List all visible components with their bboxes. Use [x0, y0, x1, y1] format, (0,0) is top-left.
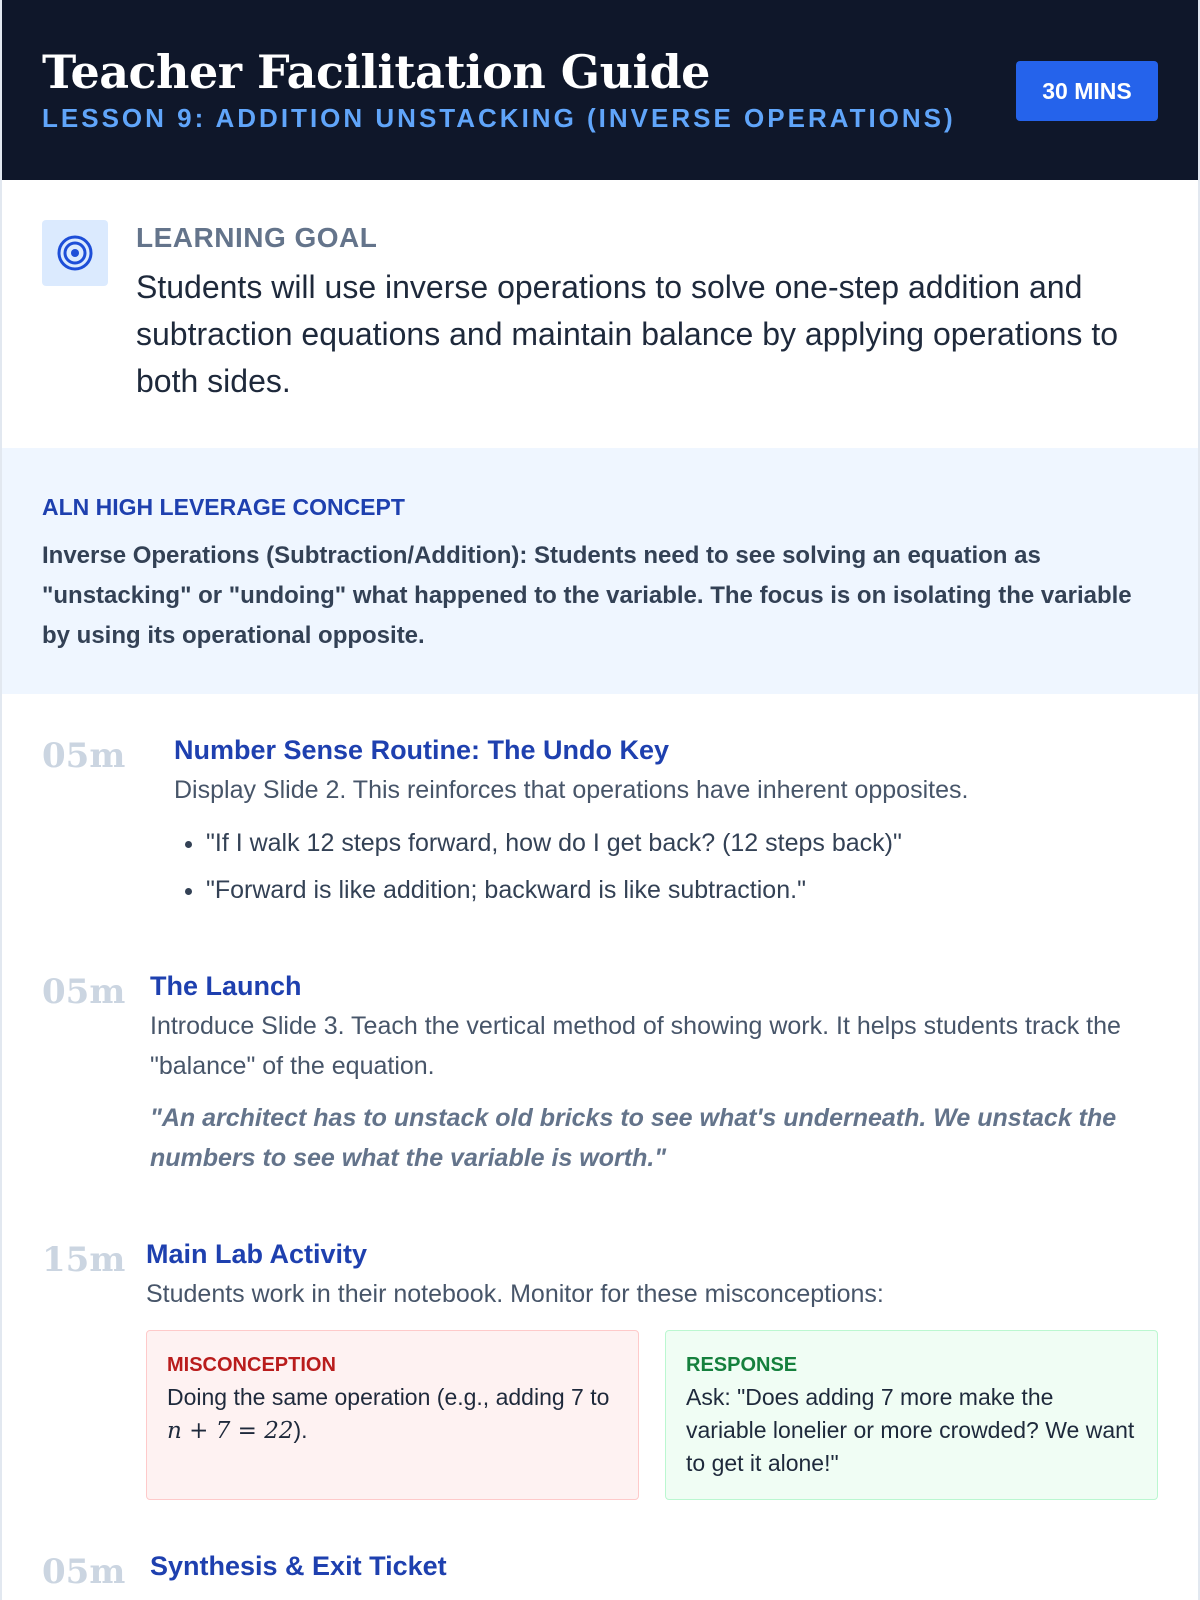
response-card	[665, 1330, 1158, 1500]
timeline-step	[42, 966, 1158, 1178]
response-label: RESPONSE	[686, 1354, 798, 1376]
learning-goal-text: Students will use inverse operations to solve one-step addition and subtraction equations and maintain balance by applying operations to both sides.	[136, 269, 1118, 399]
lesson-timeline	[2, 694, 1198, 1598]
step-quote: "An architect has to unstack old bricks to see what's underneath. We unstack the numbers to see what the variable is worth."	[150, 1104, 1117, 1172]
misconception-response-row	[146, 1330, 1158, 1500]
duration-badge: 30 MINS	[1016, 61, 1158, 121]
high-leverage-concept-box	[2, 448, 1198, 694]
step-title: Number Sense Routine: The Undo Key	[174, 735, 670, 765]
misconception-label: MISCONCEPTION	[167, 1354, 336, 1376]
learning-goal-label: LEARNING GOAL	[136, 222, 378, 253]
step-description: Display Slide 2. This reinforces that operations have inherent opposites.	[174, 776, 969, 804]
response-text: Ask: "Does adding 7 more make the variable lonelier or more crowded? We want to get it alone!"	[686, 1384, 1135, 1476]
step-description: Introduce Slide 3. Teach the vertical method of showing work. It helps students track the "balance" of the equation.	[150, 1012, 1121, 1080]
timeline-step	[42, 730, 1158, 914]
step-bullet-list	[174, 820, 1158, 914]
list-item: • "Forward is like addition; backward is like subtraction."	[206, 867, 1158, 914]
misconception-text-end: ).	[293, 1417, 308, 1443]
misconception-text-start: Doing the same operation (e.g., adding 7 to	[167, 1384, 610, 1410]
step-duration: 05m	[42, 972, 126, 1012]
step-duration: 05m	[42, 1552, 126, 1592]
concept-label: ALN HIGH LEVERAGE CONCEPT	[42, 494, 405, 520]
step-title: Main Lab Activity	[146, 1239, 368, 1269]
timeline-step	[42, 1546, 1158, 1598]
misconception-equation: n + 7 = 22	[167, 1418, 294, 1444]
page-header	[2, 0, 1198, 180]
target-icon	[42, 220, 108, 286]
step-description: Students work in their notebook. Monitor for these misconceptions:	[146, 1280, 884, 1308]
step-title: The Launch	[150, 971, 302, 1001]
step-duration: 15m	[42, 1240, 126, 1280]
list-item: • "If I walk 12 steps forward, how do I get back? (12 steps back)"	[206, 820, 1158, 867]
misconception-card	[146, 1330, 639, 1500]
step-title: Synthesis & Exit Ticket	[150, 1551, 447, 1581]
misconception-text	[167, 1381, 618, 1448]
concept-text: Inverse Operations (Subtraction/Addition): Students need to see solving an equation as "unstacking" or "undoing" what happened to the variable. The focus is on isolating the variable by using its operational opposite.	[42, 542, 1132, 649]
page-title: Teacher Facilitation Guide	[42, 45, 710, 99]
timeline-step	[42, 1234, 1158, 1500]
lesson-subtitle: LESSON 9: ADDITION UNSTACKING (INVERSE OPERATIONS)	[42, 103, 956, 133]
step-duration: 05m	[42, 736, 126, 776]
learning-goal-section	[2, 180, 1198, 448]
